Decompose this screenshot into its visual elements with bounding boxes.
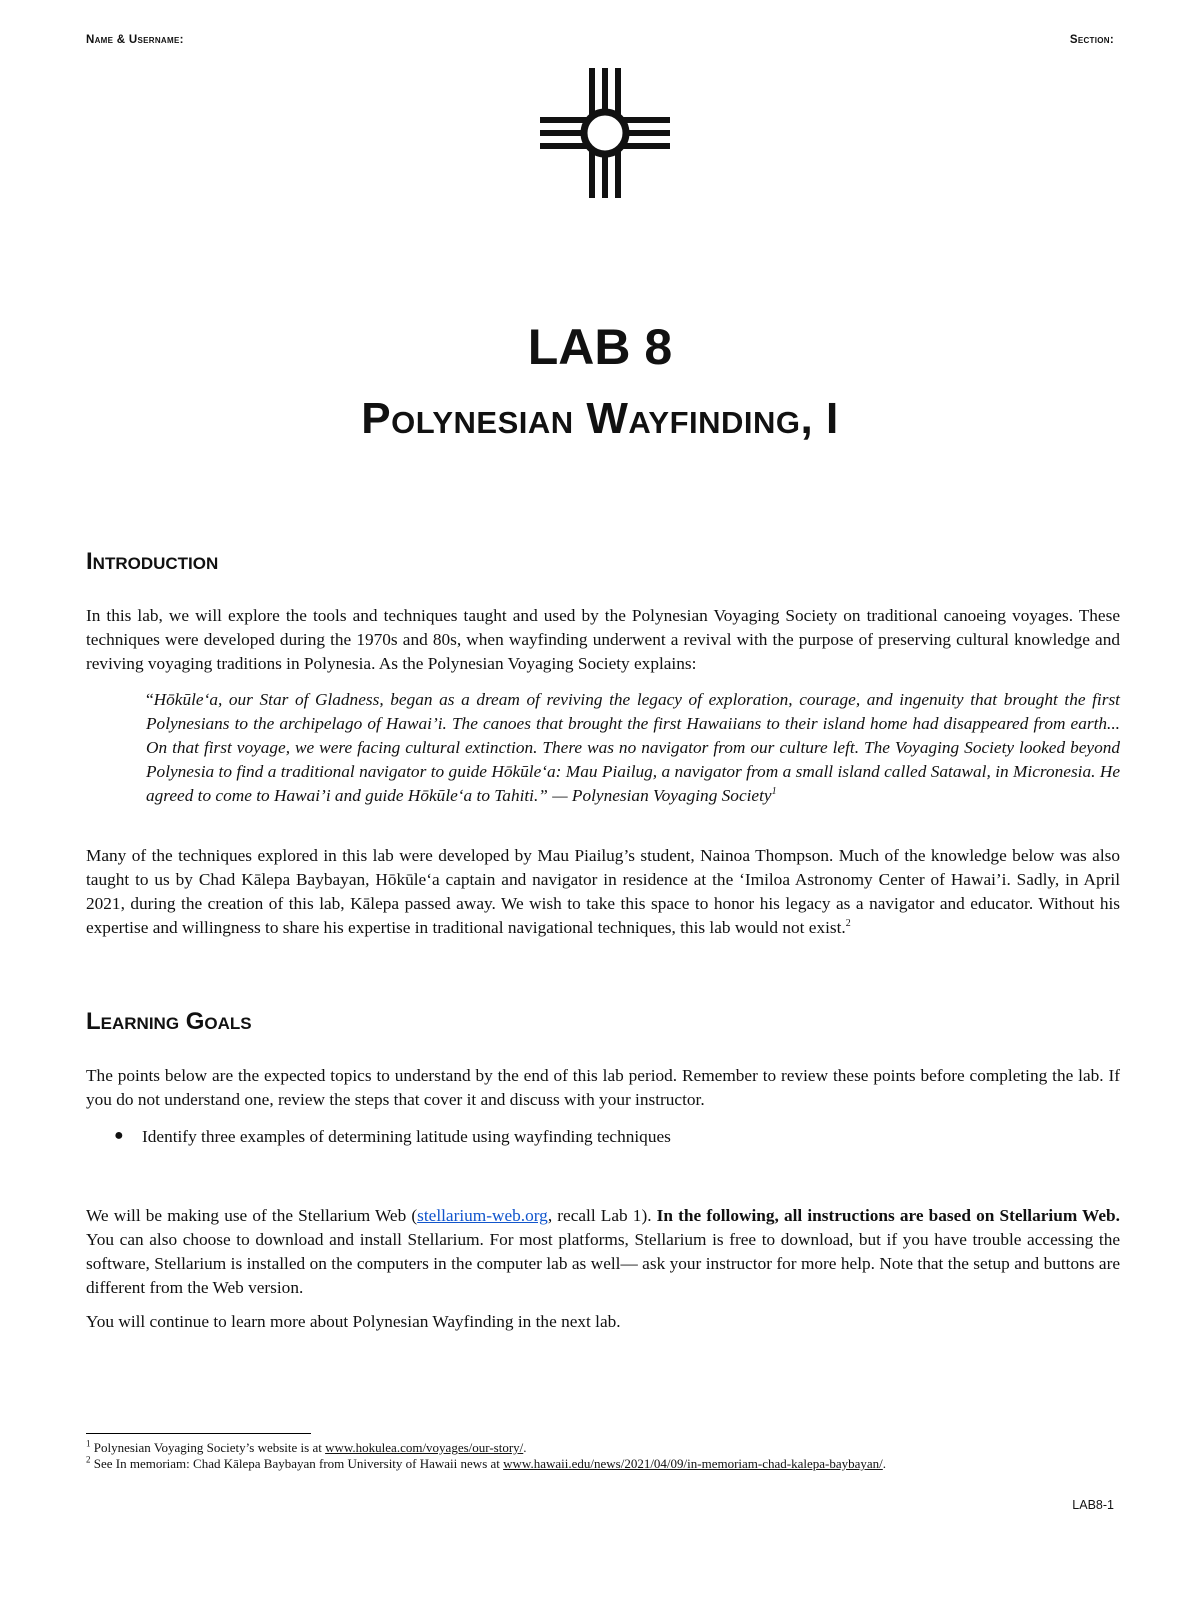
pvs-quote — [146, 688, 1120, 808]
page-number: LAB8-1 — [1072, 1498, 1114, 1512]
footnote-divider — [86, 1433, 311, 1434]
quote-text: Hōkūle‘a, our Star of Gladness, began as a dream of reviving the legacy of exploration, courage, and ingenuity that brought the first Polynesians to the archipelago of Hawai’i. The canoes that brought the first Hawaiians to their island home had disappeared from earth... On that first voyage, we were facing cultural extinction. There was no navigator from our culture left. The Voyaging Society looked beyond Polynesia to find a traditional navigator to guide Hōkūle‘a: Mau Piailug, a navigator from a small island called Satawal, in Micronesia. He agreed to come to Hawai’i and guide Hōkūle‘a to Tahiti.” — Polynesian Voyaging Society — [146, 690, 1120, 805]
footnote-2-number: 2 — [86, 1454, 91, 1465]
stellarium-text-pre: We will be making use of the Stellarium Web ( — [86, 1206, 418, 1225]
footnote-2-text: See In memoriam: Chad Kālepa Baybayan from University of Hawaii news at — [90, 1456, 504, 1471]
footnote-2-end: . — [882, 1456, 887, 1471]
footnote-1-number: 1 — [86, 1438, 91, 1449]
section-label: Section: — [1069, 34, 1114, 46]
footnote-1-end: . — [523, 1440, 527, 1455]
stellarium-text-mid: , recall Lab 1). — [547, 1206, 657, 1225]
stellarium-bold-note: In the following, all instructions are based on Stellarium Web. — [656, 1206, 1120, 1225]
learning-goals-heading: Learning Goals — [86, 1008, 252, 1035]
next-lab-paragraph: You will continue to learn more about Polynesian Wayfinding in the next lab. — [86, 1312, 621, 1331]
learning-goal-item: Identify three examples of determining latitude using wayfinding techniques — [142, 1127, 671, 1146]
name-username-label: Name & Username: — [86, 34, 184, 46]
learning-goals-paragraph: The points below are the expected topics to understand by the end of this lab period. Remember to review these points before completing the lab. If you do not understand one, review the steps that cover it and discuss with your instructor. — [86, 1066, 1120, 1109]
zia-sun-symbol-icon — [540, 68, 670, 198]
bullet-icon: ● — [114, 1127, 124, 1144]
techniques-paragraph — [86, 844, 1120, 940]
lab-subtitle: Polynesian Wayfinding, I — [361, 394, 839, 443]
techniques-text: Many of the techniques explored in this lab were developed by Mau Piailug’s student, Nainoa Thompson. Much of the knowledge below was also taught to us by Chad Kālepa Baybayan, Hōkūle‘a captain and navigator in residence at the ‘Imiloa Astronomy Center of Hawai’i. Sadly, in April 2021, during the creation of this lab, Kālepa passed away. We wish to take this space to honor his legacy as a navigator and educator. Without his expertise and willingness to share his expertise in traditional navigational techniques, this lab would not exist. — [86, 846, 1120, 937]
footnote-1 — [86, 1440, 1120, 1456]
hawaii-news-link[interactable]: www.hawaii.edu/news/2021/04/09/in-memoriam-chad-kalepa-baybayan/ — [503, 1456, 883, 1471]
lab-number-title: LAB 8 — [527, 319, 673, 375]
quote-open-mark: “ — [146, 690, 154, 709]
stellarium-paragraph — [86, 1204, 1120, 1300]
stellarium-web-link[interactable]: stellarium-web.org — [417, 1206, 548, 1225]
footnote-ref-2[interactable]: 2 — [845, 918, 851, 930]
stellarium-text-post: You can also choose to download and install Stellarium. For most platforms, Stellarium is free to download, but if you have trouble accessing the software, Stellarium is installed on the computers in the computer lab as well— ask your instructor for more help. Note that the setup and buttons are different from the Web version. — [86, 1230, 1120, 1297]
intro-paragraph: In this lab, we will explore the tools and techniques taught and used by the Polynesian Voyaging Society on traditional canoeing voyages. These techniques were developed during the 1970s and 80s, when wayfinding underwent a revival with the purpose of preserving cultural knowledge and reviving voyaging traditions in Polynesia. As the Polynesian Voyaging Society explains: — [86, 606, 1120, 673]
footnote-2 — [86, 1456, 1120, 1472]
introduction-heading: Introduction — [86, 548, 219, 575]
hokulea-link[interactable]: www.hokulea.com/voyages/our-story/ — [325, 1440, 524, 1455]
footnote-ref-1[interactable]: 1 — [771, 786, 777, 798]
footnote-1-text: Polynesian Voyaging Society’s website is at — [90, 1440, 326, 1455]
